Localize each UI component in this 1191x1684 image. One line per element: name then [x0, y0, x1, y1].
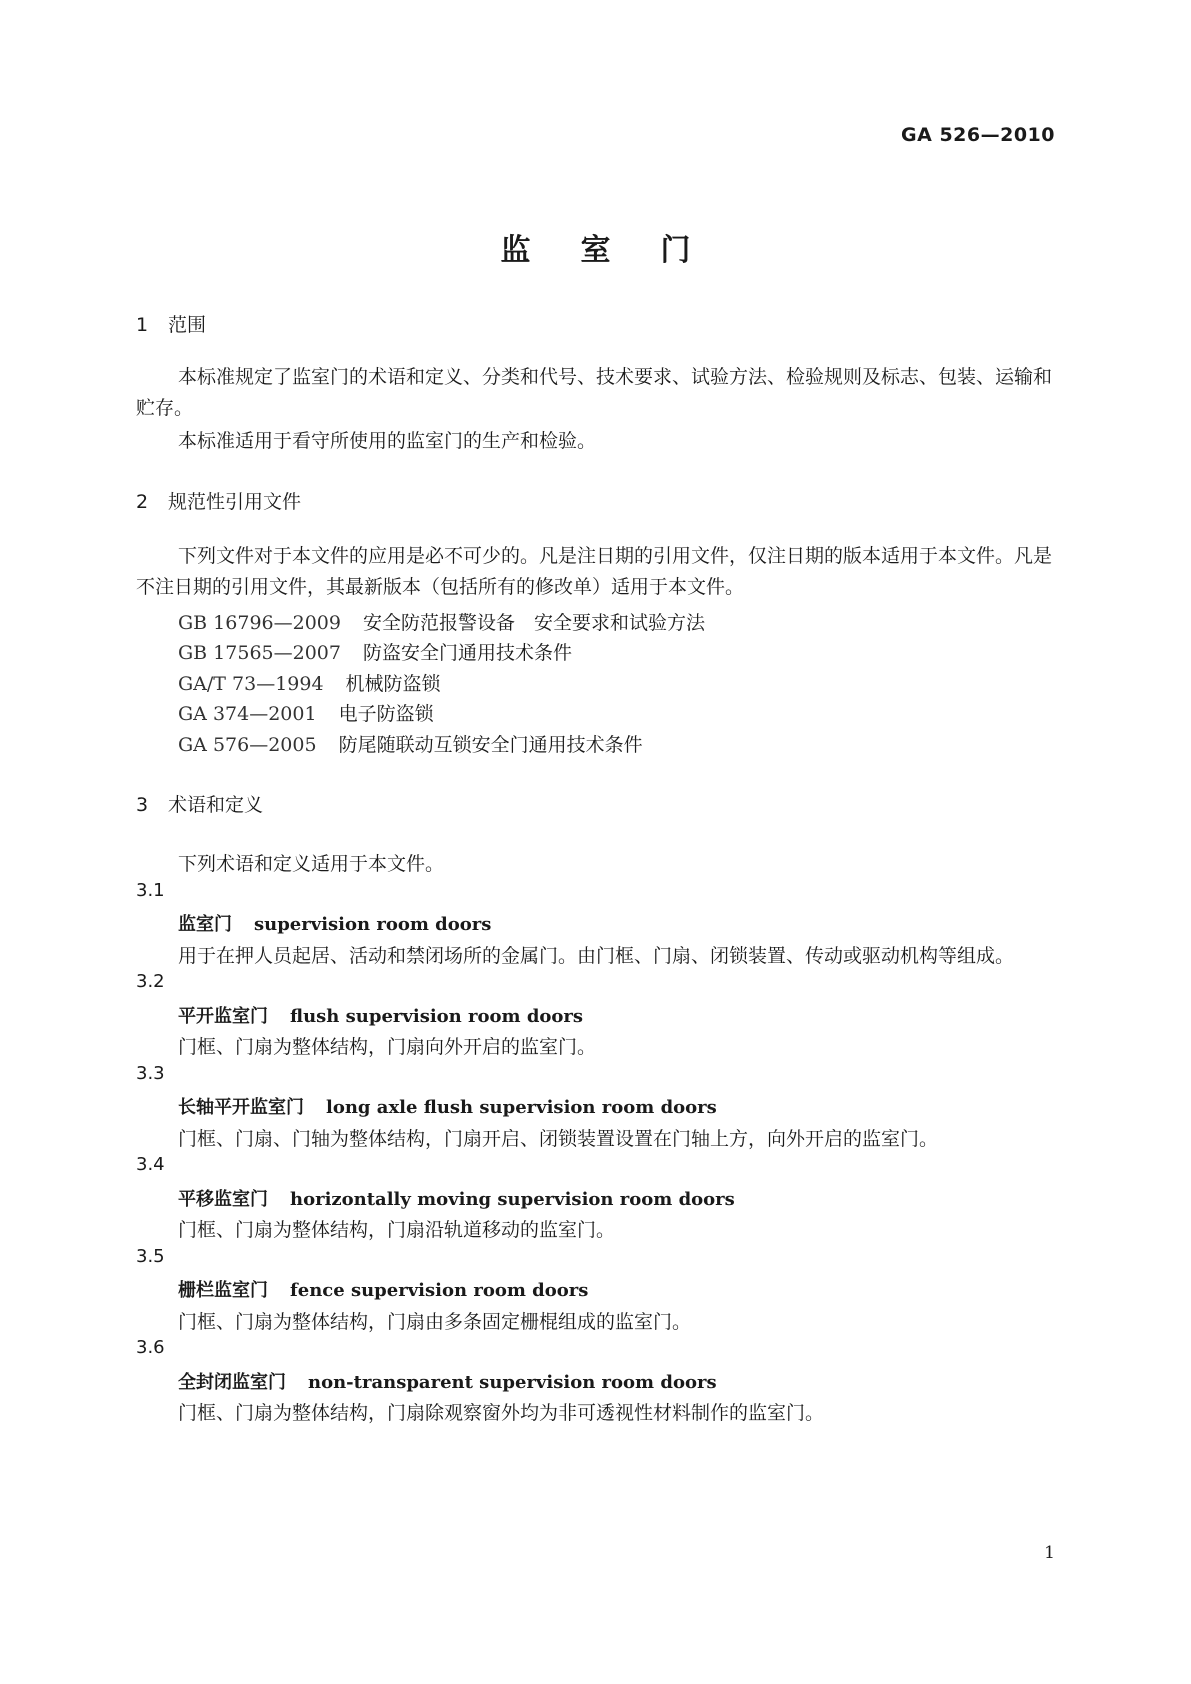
- reference-item: [178, 699, 434, 726]
- reference-title: 电子防盗锁: [338, 703, 434, 725]
- term-name-zh: 全封闭监室门: [178, 1372, 286, 1393]
- references-intro-paragraph: [136, 541, 1061, 603]
- section-heading-terms: [136, 790, 263, 817]
- term-name-en: fence supervision room doors: [290, 1280, 589, 1301]
- reference-item: [178, 730, 643, 757]
- term-number: 3.4: [136, 1154, 165, 1175]
- reference-code: GB 17565—2007: [178, 642, 341, 664]
- term-definition: 门框、门扇为整体结构，门扇向外开启的监室门。: [178, 1036, 597, 1058]
- term-number: 3.5: [136, 1246, 165, 1267]
- term-name: [178, 1276, 588, 1302]
- term-name-en: horizontally moving supervision room doors: [290, 1189, 735, 1210]
- reference-code: GA 576—2005: [178, 734, 317, 756]
- term-name-zh: 长轴平开监室门: [178, 1097, 304, 1118]
- term-name: [178, 1185, 735, 1211]
- term-number: 3.6: [136, 1337, 165, 1358]
- reference-title: 安全防范报警设备 安全要求和试验方法: [362, 612, 705, 634]
- section-heading-scope: [136, 310, 206, 337]
- reference-item: [178, 669, 441, 696]
- reference-code: GA 374—2001: [178, 703, 317, 725]
- reference-code: GA/T 73—1994: [178, 673, 324, 695]
- term-number: 3.2: [136, 971, 165, 992]
- paragraph-text: 下列文件对于本文件的应用是必不可少的。凡是注日期的引用文件，仅注日期的版本适用于本文件。凡是不注日期的引用文件，其最新版本（包括所有的修改单）适用于本文件。: [136, 545, 1053, 598]
- term-name-zh: 监室门: [178, 914, 232, 935]
- term-name: [178, 1002, 583, 1028]
- scope-paragraph-2: 本标准适用于看守所使用的监室门的生产和检验。: [178, 430, 597, 452]
- reference-title: 机械防盗锁: [345, 673, 441, 695]
- document-number: GA 526—2010: [901, 124, 1055, 146]
- section-number: 2: [136, 491, 149, 513]
- term-definition: 门框、门扇为整体结构，门扇由多条固定栅棍组成的监室门。: [178, 1311, 692, 1333]
- reference-code: GB 16796—2009: [178, 612, 341, 634]
- page-number: 1: [1044, 1543, 1055, 1563]
- reference-item: [178, 608, 705, 635]
- scope-paragraph-1: [136, 362, 1061, 424]
- term-name-en: long axle flush supervision room doors: [326, 1097, 717, 1118]
- term-name-en: non-transparent supervision room doors: [308, 1372, 717, 1393]
- section-title: 术语和定义: [168, 794, 264, 816]
- reference-title: 防尾随联动互锁安全门通用技术条件: [338, 734, 643, 756]
- term-definition: 门框、门扇、门轴为整体结构，门扇开启、闭锁装置设置在门轴上方，向外开启的监室门。: [178, 1128, 939, 1150]
- term-name-zh: 栅栏监室门: [178, 1280, 268, 1301]
- term-name: [178, 1093, 717, 1119]
- term-name-zh: 平开监室门: [178, 1006, 268, 1027]
- reference-item: [178, 638, 572, 665]
- section-number: 1: [136, 314, 149, 336]
- term-number: 3.1: [136, 880, 165, 901]
- section-number: 3: [136, 794, 149, 816]
- section-title: 规范性引用文件: [168, 491, 302, 513]
- term-number: 3.3: [136, 1063, 165, 1084]
- term-name-en: supervision room doors: [254, 914, 492, 935]
- section-title: 范围: [168, 314, 207, 336]
- term-name: [178, 910, 491, 936]
- paragraph-text: 本标准规定了监室门的术语和定义、分类和代号、技术要求、试验方法、检验规则及标志、包装、运输和贮存。: [136, 366, 1053, 419]
- page-title: 监室门: [500, 233, 741, 268]
- term-name-en: flush supervision room doors: [290, 1006, 584, 1027]
- terms-intro: 下列术语和定义适用于本文件。: [178, 853, 445, 875]
- term-definition: 门框、门扇为整体结构，门扇沿轨道移动的监室门。: [178, 1219, 616, 1241]
- term-name-zh: 平移监室门: [178, 1189, 268, 1210]
- section-heading-normative-references: [136, 487, 301, 514]
- term-definition: 门框、门扇为整体结构，门扇除观察窗外均为非可透视性材料制作的监室门。: [178, 1402, 825, 1424]
- term-definition: 用于在押人员起居、活动和禁闭场所的金属门。由门框、门扇、闭锁装置、传动或驱动机构等组成。: [178, 945, 1015, 967]
- term-name: [178, 1368, 717, 1394]
- reference-title: 防盗安全门通用技术条件: [362, 642, 572, 664]
